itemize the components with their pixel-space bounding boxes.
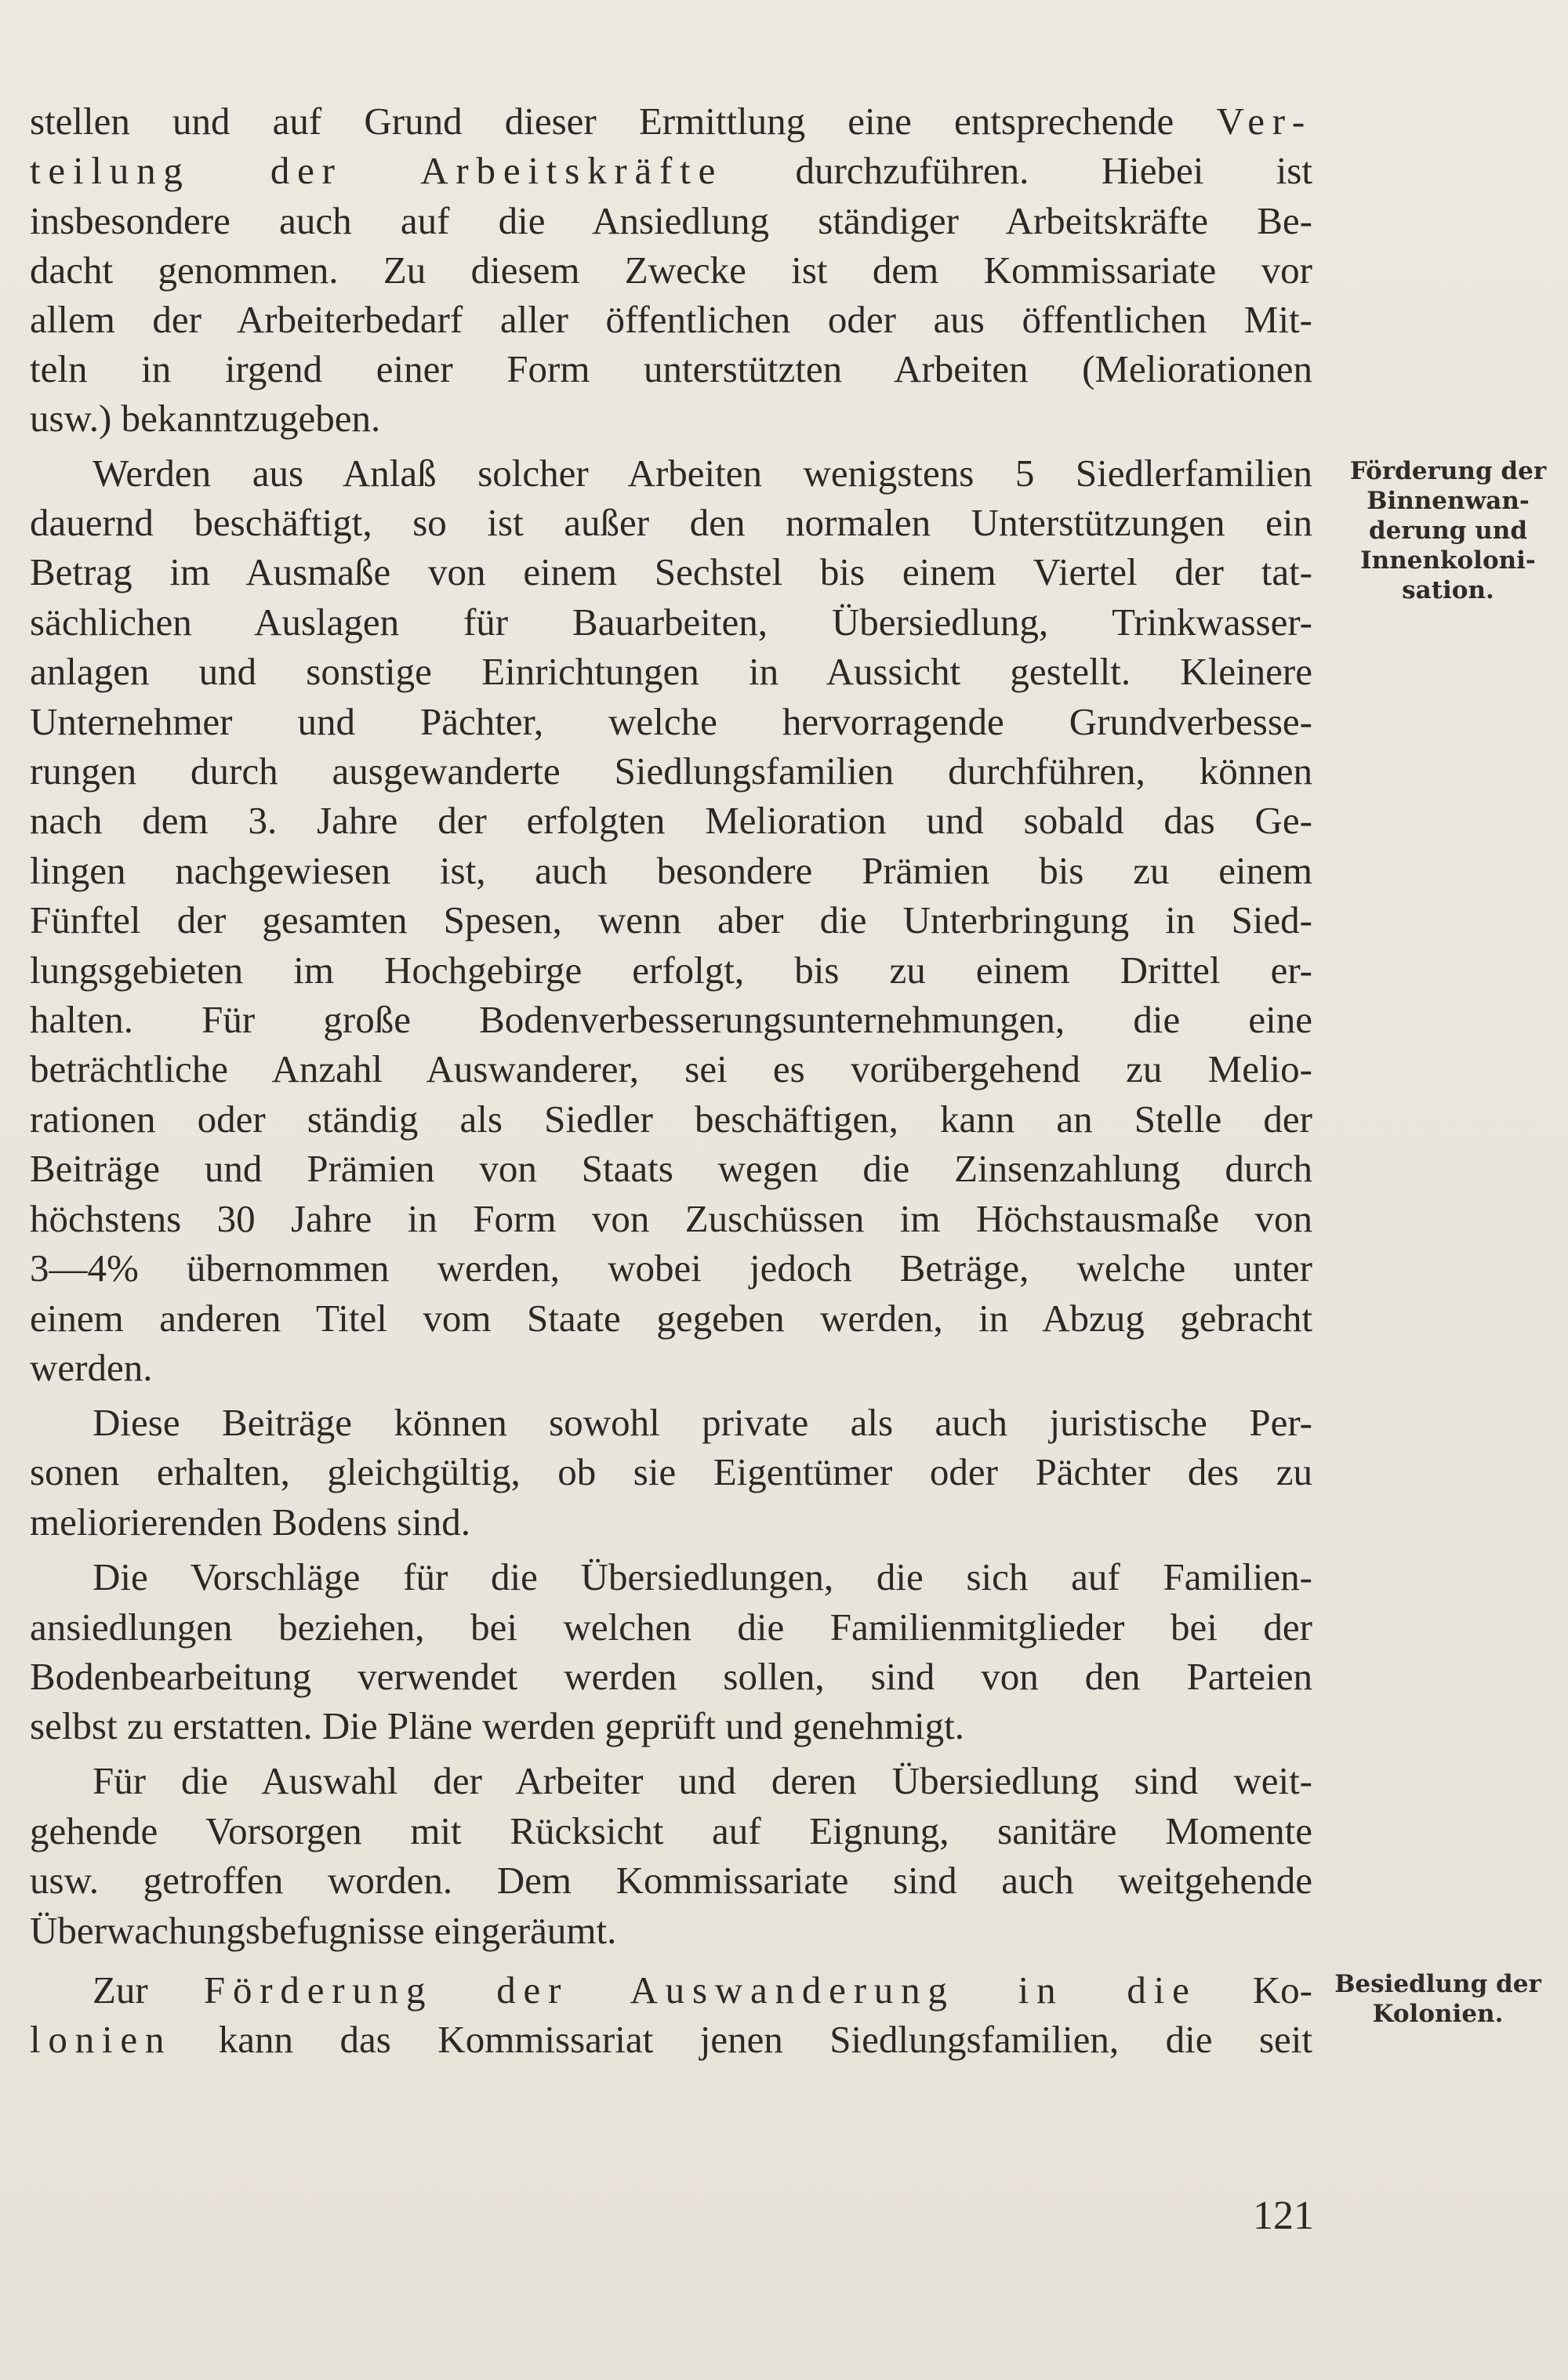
text-line: usw.) bekanntzugeben. [30,397,381,440]
margin-note-line: Innenkoloni- [1360,546,1536,575]
text-line: selbst zu erstatten. Die Pläne werden geprüft und genehmigt. [30,1704,964,1747]
text-line: anlagen und sonstige Einrichtungen in Aussicht gestellt. Kleinere [30,650,1312,693]
text-line: teln in irgend einer Form unterstützten Arbeiten (Meliorationen [30,347,1312,390]
text-line: halten. Für große Bodenverbesserungsunternehmungen, die eine [30,998,1312,1041]
text-line: Die Vorschläge für die Übersiedlungen, die sich auf Familien- [93,1555,1312,1598]
text-line: nach dem 3. Jahre der erfolgten Melioration und sobald das Ge- [30,799,1312,842]
text-line: dacht genommen. Zu diesem Zwecke ist dem Kommissariate vor [30,249,1312,292]
margin-note-line: Binnenwan- [1367,487,1530,515]
margin-note-kolonien [1320,1969,1555,2029]
text-line: meliorierenden Bodens sind. [30,1500,471,1544]
text-line: allem der Arbeiterbedarf aller öffentlichen oder aus öffentlichen Mit- [30,298,1312,341]
text-line: höchstens 30 Jahre in Form von Zuschüssen im Höchstausmaße von [30,1197,1312,1240]
margin-note-line: Kolonien. [1372,2000,1504,2028]
text-line: teilung der Arbeitskräfte durchzuführen. Hiebei ist [30,149,1312,192]
text-line: Fünftel der gesamten Spesen, wenn aber die Unterbringung in Sied- [30,898,1312,941]
text-line: lungsgebieten im Hochgebirge erfolgt, bis zu einem Drittel er- [30,949,1312,992]
text-line: Für die Auswahl der Arbeiter und deren Übersiedlung sind weit- [93,1759,1312,1802]
margin-note-line: sation. [1402,576,1494,604]
text-line: dauernd beschäftigt, so ist außer den normalen Unterstützungen ein [30,501,1312,544]
text-line: usw. getroffen worden. Dem Kommissariate sind auch weitgehende [30,1859,1312,1902]
margin-note-line: Besiedlung der [1334,1970,1541,1998]
text-line: insbesondere auch auf die Ansiedlung ständiger Arbeitskräfte Be- [30,199,1312,242]
text-line: rationen oder ständig als Siedler beschäftigen, kann an Stelle der [30,1097,1312,1141]
text-line: ansiedlungen beziehen, bei welchen die Familienmitglieder bei der [30,1605,1312,1649]
text-line: rungen durch ausgewanderte Siedlungsfamilien durchführen, können [30,749,1312,793]
text-line: Überwachungsbefugnisse eingeräumt. [30,1909,617,1952]
text-line: sächlichen Auslagen für Bauarbeiten, Übersiedlung, Trinkwasser- [30,600,1312,644]
text-line: Bodenbearbeitung verwendet werden sollen, sind von den Parteien [30,1655,1312,1698]
text-line: 3—4% übernommen werden, wobei jedoch Beträge, welche unter [30,1246,1312,1290]
text-line: Diese Beiträge können sowohl private als auch juristische Per- [93,1401,1312,1444]
text-line: Betrag im Ausmaße von einem Sechstel bis einem Viertel der tat- [30,550,1312,593]
text-line: Zur Förderung der Auswanderung in die Ko- [93,1968,1312,2012]
text-line: beträchtliche Anzahl Auswanderer, sei es vorübergehend zu Melio- [30,1047,1312,1090]
text-line: stellen und auf Grund dieser Ermittlung eine entsprechende Ver- [30,100,1312,143]
text-line: lonien kann das Kommissariat jenen Siedlungsfamilien, die seit [30,2018,1312,2061]
text-line: Unternehmer und Pächter, welche hervorragende Grundverbesse- [30,700,1312,743]
text-line: einem anderen Titel vom Staate gegeben werden, in Abzug gebracht [30,1297,1312,1340]
margin-note-line: Förderung der [1349,457,1547,485]
margin-note-line: derung und [1368,517,1528,545]
page-number: 121 [1253,2193,1314,2238]
text-line: Beiträge und Prämien von Staats wegen die Zinsenzahlung durch [30,1147,1312,1190]
text-line: lingen nachgewiesen ist, auch besondere Prämien bis zu einem [30,849,1312,892]
text-line: sonen erhalten, gleichgültig, ob sie Eigentümer oder Pächter des zu [30,1450,1312,1493]
text-line: werden. [30,1346,153,1389]
text-line: gehende Vorsorgen mit Rücksicht auf Eignung, sanitäre Momente [30,1809,1312,1852]
margin-note-binnenwanderung [1342,456,1554,605]
text-line: Werden aus Anlaß solcher Arbeiten wenigstens 5 Siedlerfamilien [93,452,1312,495]
